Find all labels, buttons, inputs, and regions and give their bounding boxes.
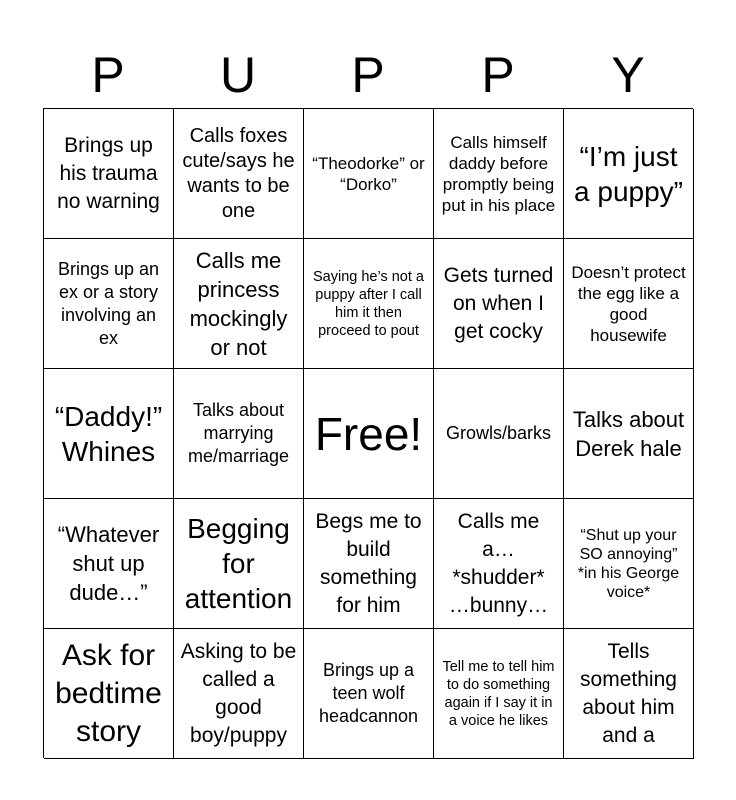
bingo-cell[interactable]: Calls me princess mockingly or not	[174, 239, 304, 369]
bingo-cell[interactable]: Doesn’t protect the egg like a good housewife	[564, 239, 694, 369]
bingo-cell[interactable]: Saying he’s not a puppy after I call him it then proceed to pout	[304, 239, 434, 369]
bingo-cell[interactable]: Brings up an ex or a story involving an ex	[44, 239, 174, 369]
bingo-cell[interactable]: Begs me to build something for him	[304, 499, 434, 629]
header-letter: Y	[611, 47, 645, 103]
bingo-cell[interactable]: “I’m just a puppy”	[564, 109, 694, 239]
bingo-cell[interactable]: Brings up a teen wolf headcannon	[304, 629, 434, 759]
bingo-header	[43, 46, 693, 104]
bingo-cell[interactable]: Asking to be called a good boy/puppy	[174, 629, 304, 759]
bingo-cell[interactable]: Calls himself daddy before promptly being put in his place	[434, 109, 564, 239]
bingo-cell[interactable]: “Daddy!” Whines	[44, 369, 174, 499]
bingo-cell[interactable]: Tells something about him and a	[564, 629, 694, 759]
free-space[interactable]: Free!	[304, 369, 434, 499]
bingo-cell[interactable]: “Whatever shut up dude…”	[44, 499, 174, 629]
bingo-cell[interactable]: Ask for bedtime story	[44, 629, 174, 759]
bingo-cell[interactable]: Talks about marrying me/marriage	[174, 369, 304, 499]
bingo-grid	[43, 108, 693, 758]
bingo-cell[interactable]: Growls/barks	[434, 369, 564, 499]
bingo-cell[interactable]: Begging for attention	[174, 499, 304, 629]
header-letter: P	[351, 47, 385, 103]
header-letter: P	[481, 47, 515, 103]
bingo-cell[interactable]: Gets turned on when I get cocky	[434, 239, 564, 369]
bingo-cell[interactable]: Calls me a… *shudder* …bunny…	[434, 499, 564, 629]
bingo-cell[interactable]: Tell me to tell him to do something again if I say it in a voice he likes	[434, 629, 564, 759]
header-letter: U	[219, 47, 257, 103]
bingo-cell[interactable]: Brings up his trauma no warning	[44, 109, 174, 239]
bingo-cell[interactable]: “Shut up your SO annoying” *in his George voice*	[564, 499, 694, 629]
header-letter: P	[91, 47, 125, 103]
bingo-cell[interactable]: Talks about Derek hale	[564, 369, 694, 499]
bingo-cell[interactable]: “Theodorke” or “Dorko”	[304, 109, 434, 239]
bingo-cell[interactable]: Calls foxes cute/says he wants to be one	[174, 109, 304, 239]
